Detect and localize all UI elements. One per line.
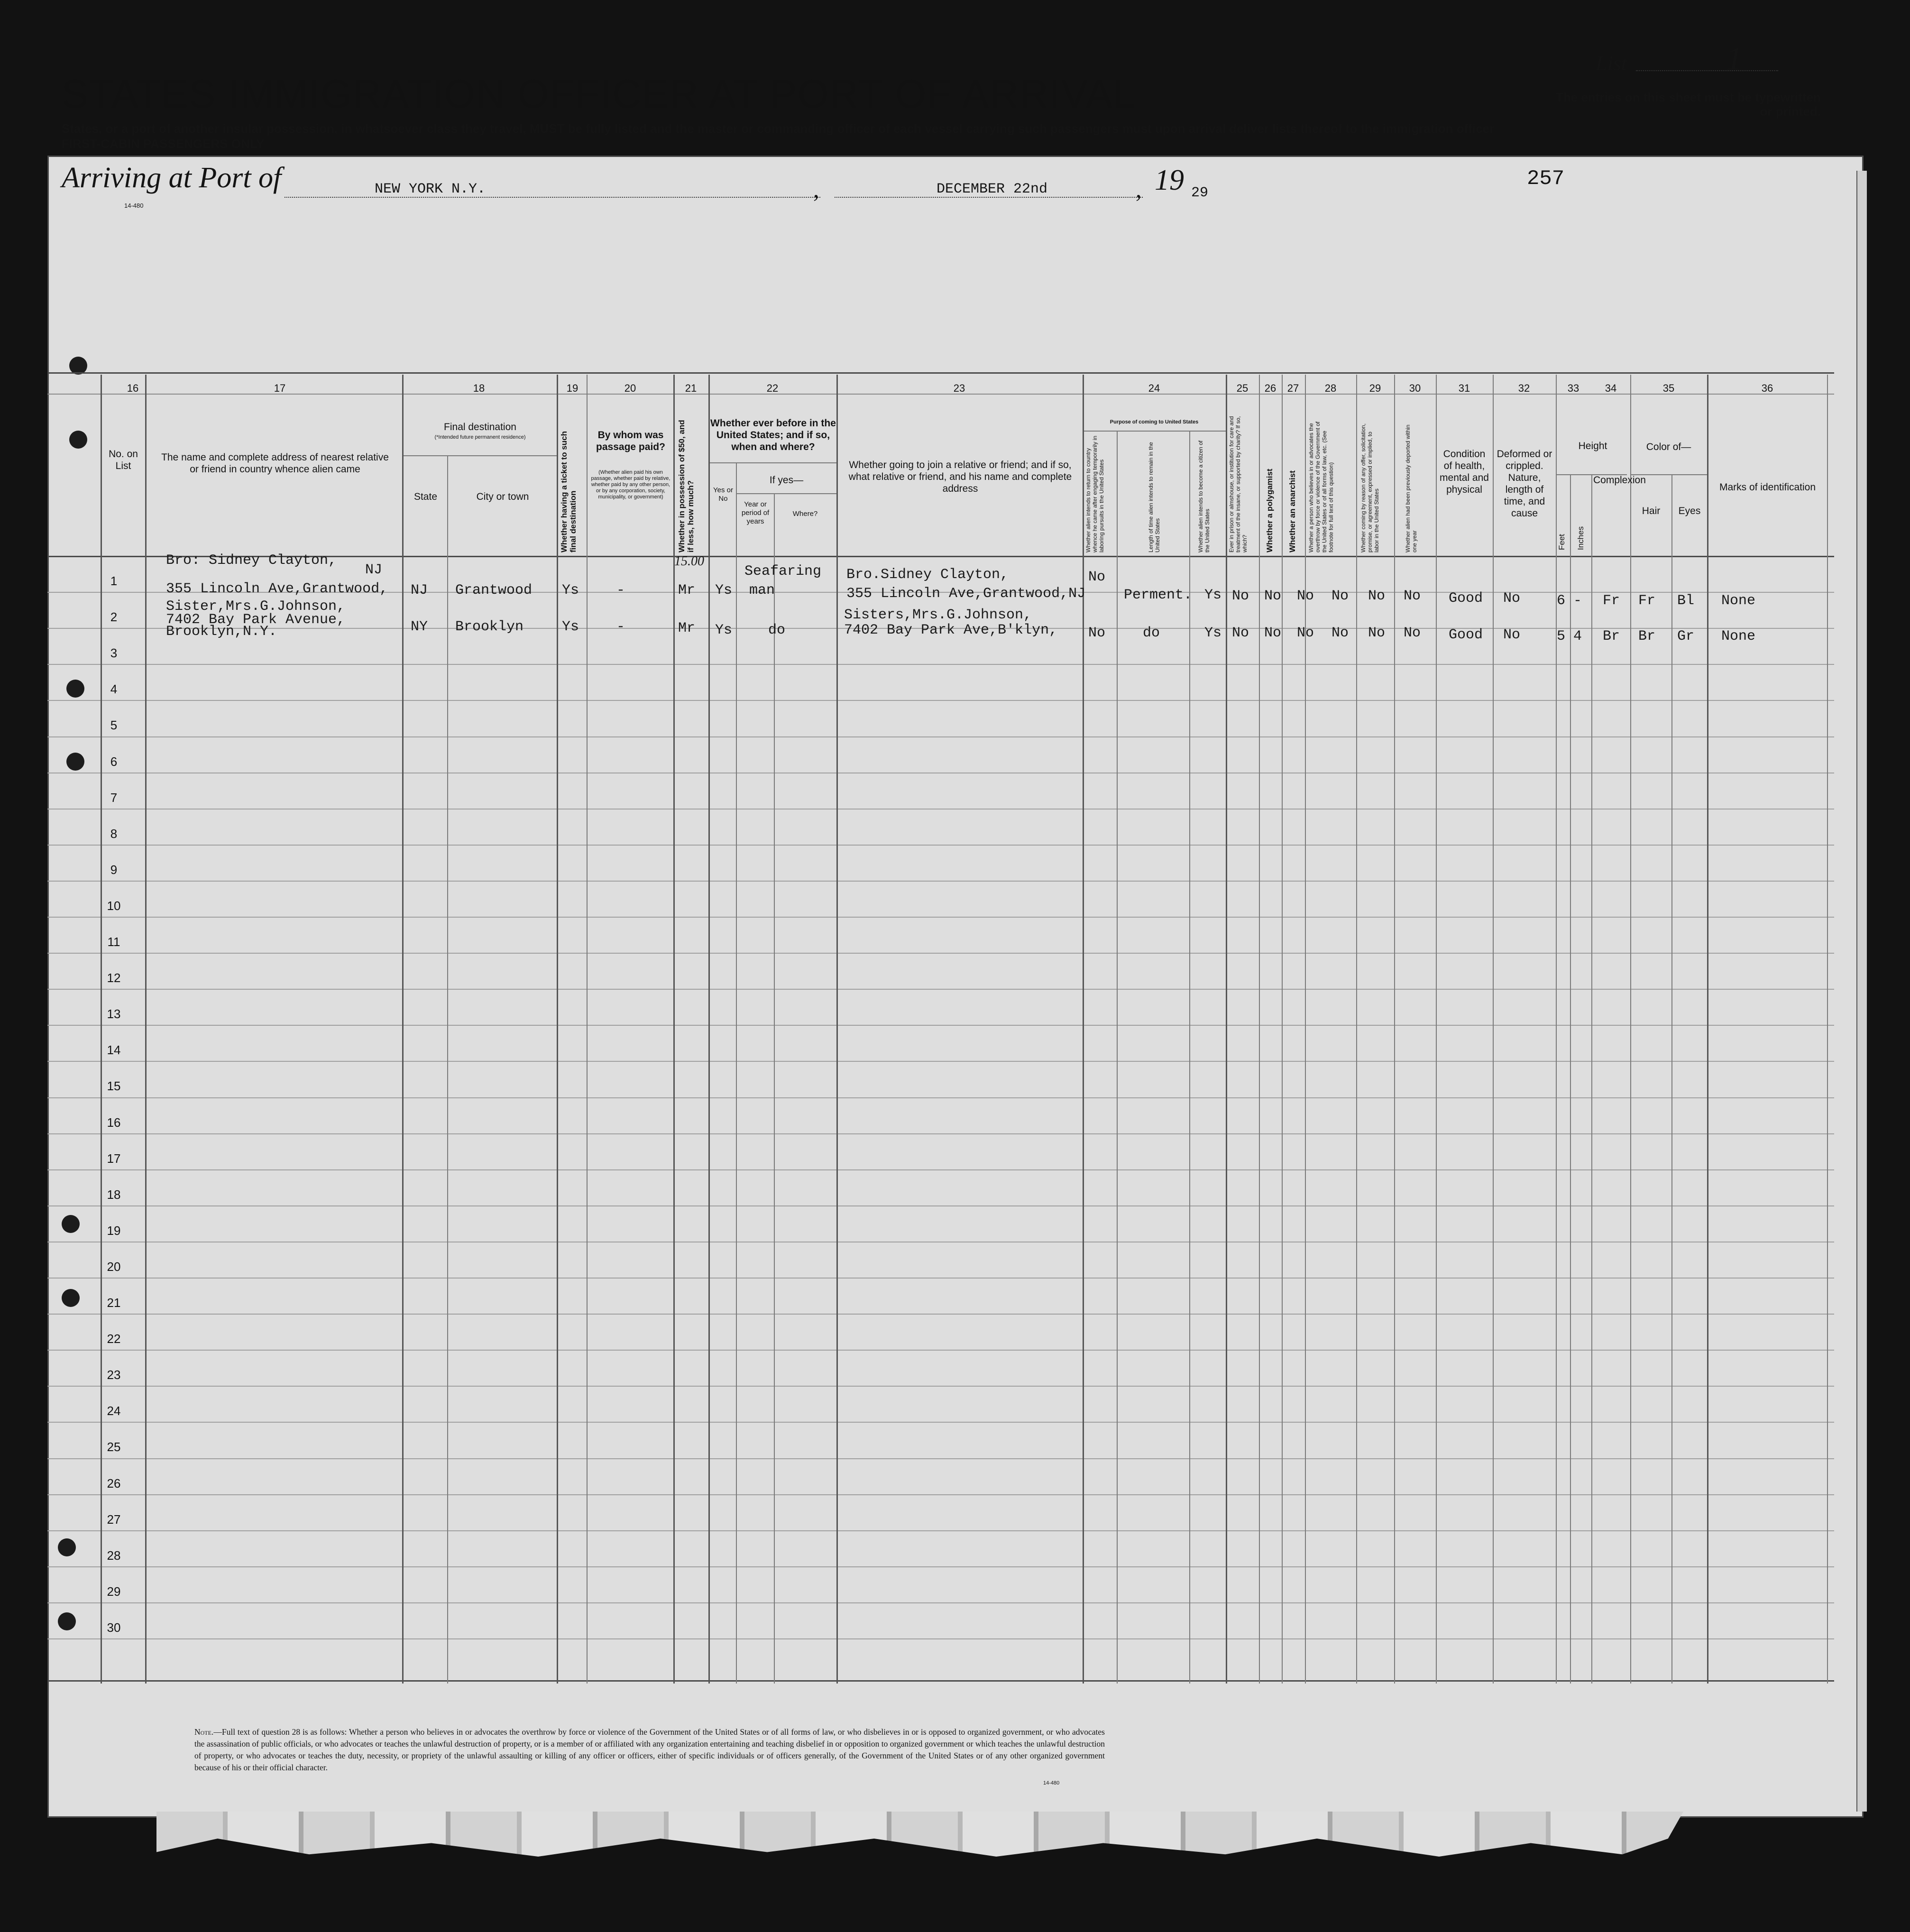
col-line xyxy=(1591,474,1592,1684)
column-number: 21 xyxy=(685,382,697,394)
footnote-label: Note. xyxy=(194,1727,214,1737)
if-yes-divider xyxy=(736,493,836,494)
inches-value: 4 xyxy=(1573,628,1582,644)
col-line xyxy=(708,375,710,1684)
row-number: 18 xyxy=(107,1187,121,1202)
col-line xyxy=(1282,375,1283,1684)
ticket-value: Ys xyxy=(562,582,579,598)
complexion-value: Fr xyxy=(1603,593,1620,609)
column-number: 29 xyxy=(1369,382,1381,394)
row-number: 1 xyxy=(110,574,118,588)
passage-paid-value: - xyxy=(616,619,625,635)
column-number: 17 xyxy=(274,382,286,394)
row-line xyxy=(47,700,1834,701)
header-complexion: Complexion xyxy=(1593,475,1646,486)
header-purpose: Purpose of coming to United States xyxy=(1110,419,1199,425)
header-ticket: Whether having a ticket to such final destination xyxy=(560,431,578,552)
column-number: 26 xyxy=(1264,382,1276,394)
col-line xyxy=(1356,375,1357,1684)
row-line xyxy=(47,664,1834,665)
header-relative-address: The name and complete address of nearest relative or friend in country whence alien came xyxy=(161,452,389,475)
health-value: Good xyxy=(1449,627,1483,643)
join-name: Bro.Sidney Clayton, xyxy=(846,567,1009,583)
col-line xyxy=(1671,474,1672,1684)
table-bottom-border xyxy=(47,1680,1834,1682)
form-code: 14-480 xyxy=(124,202,144,209)
port-value: NEW YORK N.Y. xyxy=(375,181,486,197)
header-inches: Inches xyxy=(1576,526,1585,550)
header-final-destination-note: (*Intended future permanent residence) xyxy=(434,434,526,440)
polygamist-value: No xyxy=(1264,625,1282,641)
punch-hole xyxy=(66,680,84,698)
solicitation-value: No xyxy=(1368,625,1386,641)
column-number: 31 xyxy=(1458,382,1470,394)
passenger-class-label: FIRST-CABIN PASSENGERS ONLY xyxy=(62,137,265,151)
header-passage-paid: By whom was passage paid? xyxy=(596,430,665,452)
deported-value: No xyxy=(1404,625,1421,641)
header-no-on-list: No. on List xyxy=(109,449,138,471)
header-passage-paid-note: (Whether alien paid his own passage, whether paid by relative, whether paid by any other person, or by any corporation, society, municipality, or government) xyxy=(591,469,670,500)
col-line xyxy=(402,375,404,1684)
solicitation-value: No xyxy=(1368,588,1386,604)
row-line xyxy=(47,881,1834,882)
row-number: 10 xyxy=(107,899,121,913)
header-state: State xyxy=(413,491,438,502)
row-line xyxy=(47,989,1834,990)
year-prefix: 19 xyxy=(1155,164,1184,196)
sheet-edge xyxy=(1856,171,1867,1812)
purpose-divider xyxy=(1083,431,1226,432)
relative-city: Brooklyn,N.Y. xyxy=(166,624,277,640)
header-instructions-line: States, or a port of another insular possession, in whatsoever class they travel, MUST be fully listed and the master or commanding officer of each vessel carrying such passengers must upon arrival deliver lists thereof to the immigration officer xyxy=(62,121,1495,136)
col-line xyxy=(1436,375,1437,1684)
anarchist-value: No xyxy=(1297,625,1314,641)
row-number: 21 xyxy=(107,1296,121,1310)
punch-hole xyxy=(58,1538,76,1556)
deformed-value: No xyxy=(1503,627,1521,643)
col-line xyxy=(1226,375,1227,1684)
date-value: DECEMBER 22nd xyxy=(937,181,1048,197)
page-title: STATES IMMIGRATION OFFICER AT PORT OF ARRIVAL xyxy=(62,72,1137,116)
return-country-value: No xyxy=(1088,625,1106,641)
ever-before-divider xyxy=(708,462,836,463)
row-line xyxy=(47,1458,1834,1459)
row-line xyxy=(47,1566,1834,1567)
polygamist-value: No xyxy=(1264,588,1282,604)
header-marks: Marks of identification xyxy=(1719,482,1816,493)
row-number: 3 xyxy=(110,646,118,660)
list-label: List xyxy=(1596,52,1627,75)
column-number: 20 xyxy=(624,382,636,394)
col-line xyxy=(1556,375,1557,1684)
footnote xyxy=(194,1726,1105,1774)
money-value: Mr xyxy=(678,582,696,598)
col-line xyxy=(673,375,675,1684)
hair-value: Br xyxy=(1638,628,1656,644)
money-value: Mr xyxy=(678,620,696,636)
arriving-label: Arriving at Port of xyxy=(62,162,282,194)
eyes-value: Gr xyxy=(1677,628,1695,644)
row-number: 30 xyxy=(107,1620,121,1635)
hair-value: Fr xyxy=(1638,593,1656,609)
col-line xyxy=(1630,375,1631,1684)
complexion-value: Br xyxy=(1603,628,1620,644)
col-line xyxy=(1493,375,1494,1684)
punch-hole xyxy=(69,431,87,449)
page-number: 257 xyxy=(1527,167,1565,191)
column-number: 27 xyxy=(1287,382,1299,394)
row-number: 27 xyxy=(107,1512,121,1527)
column-number: 22 xyxy=(766,382,779,394)
column-number: 36 xyxy=(1761,382,1773,394)
header-city: City or town xyxy=(476,491,529,502)
punch-hole xyxy=(62,1289,80,1307)
health-value: Good xyxy=(1449,590,1483,607)
column-number: 25 xyxy=(1236,382,1249,394)
list-underline xyxy=(1636,70,1778,71)
row-number: 19 xyxy=(107,1224,121,1238)
row-line xyxy=(47,1278,1834,1279)
join-name: Sisters,Mrs.G.Johnson, xyxy=(844,607,1032,623)
row-line xyxy=(47,953,1834,954)
col-line xyxy=(1305,375,1306,1684)
col-line xyxy=(774,493,775,1684)
feet-value: 5 xyxy=(1557,628,1566,644)
col-line xyxy=(557,375,558,1684)
col-line xyxy=(836,375,838,1684)
row-number: 24 xyxy=(107,1404,121,1418)
length-stay-value: Perment. xyxy=(1124,587,1193,603)
header-color: Color of— xyxy=(1646,442,1691,452)
header-anarchist: Whether an anarchist xyxy=(1288,470,1297,552)
before-us-value: Ys xyxy=(715,582,733,598)
header-final-destination: Final destination xyxy=(444,422,516,432)
overthrow-value: No xyxy=(1331,588,1349,604)
entries-note: The entries on this sheet must be typewritten or printed. xyxy=(1555,90,1821,119)
header-overthrow: Whether a person who believes in or advocates the overthrow by force or violence of the Government of the United States or of all forms of law, etc. (See footnote for full text of this question) xyxy=(1308,421,1334,552)
col-line xyxy=(1259,375,1260,1684)
list-number: 1 xyxy=(1726,41,1743,77)
row-number: 4 xyxy=(110,682,118,696)
row-number: 28 xyxy=(107,1548,121,1563)
year-suffix: 29 xyxy=(1191,185,1209,201)
col-line xyxy=(1394,375,1395,1684)
col-line xyxy=(1189,431,1190,1684)
table-top-border xyxy=(47,372,1834,374)
row-number: 13 xyxy=(107,1007,121,1021)
row-line xyxy=(47,1169,1834,1170)
period-value: do xyxy=(768,622,786,638)
row-line xyxy=(47,1025,1834,1026)
deformed-value: No xyxy=(1503,590,1521,607)
column-number: 30 xyxy=(1409,382,1421,394)
period-value: Seafaring xyxy=(744,563,822,580)
eyes-value: Bl xyxy=(1677,593,1695,609)
ticket-value: Ys xyxy=(562,619,579,635)
header-deported: Whether alien had been previously deported within one year xyxy=(1405,424,1418,552)
passage-paid-value: - xyxy=(616,582,625,598)
relative-name: Bro: Sidney Clayton, xyxy=(166,552,337,569)
comma: , xyxy=(1136,176,1142,202)
destination-city: Brooklyn xyxy=(455,619,524,635)
header-height: Height xyxy=(1578,441,1607,451)
overthrow-value: No xyxy=(1331,625,1349,641)
footnote-text: —Full text of question 28 is as follows: Whether a person who believes in or advocates the overthrow by force or violence of the Government of the United States or of all forms of law, or who disbelieves in or is opposed to organized government, or who advocates the assassination of public officials, or who advocates or teaches the unlawful destruction of property, or is a member of or affiliated with any organization entertaining and teaching disbelief in or opposition to organized government or which teaches the unlawful destruction of property, or who advocates or teaches the duty, necessity, or propriety of the unlawful assaulting or killing of any officer or officers, either of specific individuals or of officers generally, of the Government of the United States or of any other organized government because of his or their official character. xyxy=(194,1727,1105,1772)
column-number: 23 xyxy=(953,382,965,394)
column-number: 32 xyxy=(1518,382,1530,394)
header-prison: Ever in prison or almshouse, or institution for care and treatment of the insane, or supported by charity? If so, which? xyxy=(1228,416,1248,552)
header-join-relative: Whether going to join a relative or friend; and if so, what relative or friend, and his name and complete address xyxy=(848,460,1072,494)
citizen-value: Ys xyxy=(1204,587,1222,603)
row-line xyxy=(47,1494,1834,1495)
join-address: 355 Lincoln Ave,Grantwood,NJ xyxy=(846,586,1086,602)
row-line xyxy=(47,809,1834,810)
column-number: 16 xyxy=(127,382,139,394)
row-number: 11 xyxy=(107,935,120,949)
header-health: Condition of health, mental and physical xyxy=(1440,449,1489,495)
header-if-yes: If yes— xyxy=(769,475,804,486)
row-number: 22 xyxy=(107,1332,121,1346)
col-line xyxy=(1570,474,1571,1684)
header-period: Year or period of years xyxy=(741,500,770,525)
relative-address: 7402 Bay Park Avenue, xyxy=(166,612,346,628)
col-line xyxy=(1827,375,1828,1684)
row-number: 6 xyxy=(110,754,118,769)
money-note: 15.00 xyxy=(674,554,704,569)
punch-hole xyxy=(58,1612,76,1630)
punch-hole xyxy=(62,1215,80,1233)
row-line xyxy=(47,1422,1834,1423)
deported-value: No xyxy=(1404,588,1421,604)
header-polygamist: Whether a polygamist xyxy=(1265,469,1274,552)
destination-state: NJ xyxy=(411,582,428,598)
header-return-country: Whether alien intends to return to country whence he came after engaging temporarily in laboring pursuits in the United States xyxy=(1085,435,1105,552)
port-underline xyxy=(285,197,820,198)
relative-name: Sister,Mrs.G.Johnson, xyxy=(166,598,346,615)
row-line xyxy=(47,736,1834,737)
row-number: 15 xyxy=(107,1079,121,1093)
length-stay-value: do xyxy=(1143,625,1160,641)
period-value-line2: man xyxy=(749,582,775,598)
header-solicitation: Whether coming by reason of any offer, solicitation, promise, or agreement, expressed or implied, to labor in the United States xyxy=(1360,423,1380,552)
column-number: 35 xyxy=(1662,382,1675,394)
col-line xyxy=(736,462,737,1684)
relative-state: NJ xyxy=(365,562,383,578)
row-number: 14 xyxy=(107,1043,121,1057)
torn-paper-edge xyxy=(156,1812,1683,1857)
header-instructions xyxy=(62,121,1579,151)
feet-value: 6 xyxy=(1557,593,1566,609)
row-number: 9 xyxy=(110,863,118,877)
prison-value: No xyxy=(1232,625,1249,641)
return-country-value: No xyxy=(1088,569,1106,585)
row-number: 2 xyxy=(110,610,118,624)
col-line xyxy=(1707,375,1708,1684)
row-line xyxy=(47,1205,1834,1206)
row-number: 12 xyxy=(107,971,121,985)
row-line xyxy=(47,845,1834,846)
destination-state: NY xyxy=(411,619,428,635)
anarchist-value: No xyxy=(1297,588,1314,604)
row-line xyxy=(47,1386,1834,1387)
header-where: Where? xyxy=(792,510,818,518)
col-line xyxy=(1117,431,1118,1684)
column-number: 33 xyxy=(1567,382,1579,394)
column-number: 34 xyxy=(1605,382,1617,394)
header-feet: Feet xyxy=(1557,534,1566,550)
row-number: 7 xyxy=(110,791,118,805)
row-line xyxy=(47,1133,1834,1134)
header-yes-no: Yes or No xyxy=(713,486,733,503)
relative-address: 355 Lincoln Ave,Grantwood, xyxy=(166,581,388,597)
marks-value: None xyxy=(1721,593,1756,609)
row-number: 23 xyxy=(107,1368,121,1382)
row-line xyxy=(47,1530,1834,1531)
join-address: 7402 Bay Park Ave,B'klyn, xyxy=(844,622,1058,638)
marks-value: None xyxy=(1721,628,1756,644)
row-line xyxy=(47,1097,1834,1098)
row-line xyxy=(47,917,1834,918)
header-hair: Hair xyxy=(1642,506,1661,516)
row-line xyxy=(47,1061,1834,1062)
col-line xyxy=(1083,375,1084,1684)
row-line xyxy=(47,1602,1834,1603)
inches-value: - xyxy=(1573,593,1582,609)
col-line xyxy=(587,375,588,1684)
punch-hole xyxy=(66,753,84,771)
header-deformed: Deformed or crippled. Nature, length of time, and cause xyxy=(1497,449,1552,519)
col-line xyxy=(145,375,147,1684)
row-line xyxy=(47,1350,1834,1351)
prison-value: No xyxy=(1232,588,1249,604)
header-money: Whether in possession of $50, and if less, how much? xyxy=(677,420,695,552)
row-number: 5 xyxy=(110,718,118,732)
row-number: 26 xyxy=(107,1476,121,1490)
citizen-value: Ys xyxy=(1204,625,1222,641)
column-number: 28 xyxy=(1324,382,1337,394)
header-ever-before: Whether ever before in the United States; and if so, when and where? xyxy=(710,418,836,452)
row-number: 25 xyxy=(107,1440,121,1454)
row-number: 17 xyxy=(107,1151,121,1166)
row-number: 8 xyxy=(110,827,118,841)
col-line xyxy=(447,455,448,1684)
column-number: 24 xyxy=(1148,382,1160,394)
before-us-value: Ys xyxy=(715,622,733,638)
final-destination-divider xyxy=(402,455,557,456)
destination-city: Grantwood xyxy=(455,582,533,598)
row-number: 29 xyxy=(107,1584,121,1599)
header-citizen: Whether alien intends to become a citizen of the United States xyxy=(1197,440,1211,552)
row-line xyxy=(47,1638,1834,1639)
row-number: 16 xyxy=(107,1115,121,1130)
header-length-stay: Length of time alien intends to remain in the United States xyxy=(1148,442,1161,552)
footnote-form-code: 14-480 xyxy=(1043,1780,1060,1786)
column-number: 18 xyxy=(473,382,485,394)
row-number: 20 xyxy=(107,1260,121,1274)
comma: , xyxy=(813,176,819,202)
column-number: 19 xyxy=(566,382,579,394)
header-eyes: Eyes xyxy=(1678,506,1701,516)
row-line xyxy=(47,1314,1834,1315)
